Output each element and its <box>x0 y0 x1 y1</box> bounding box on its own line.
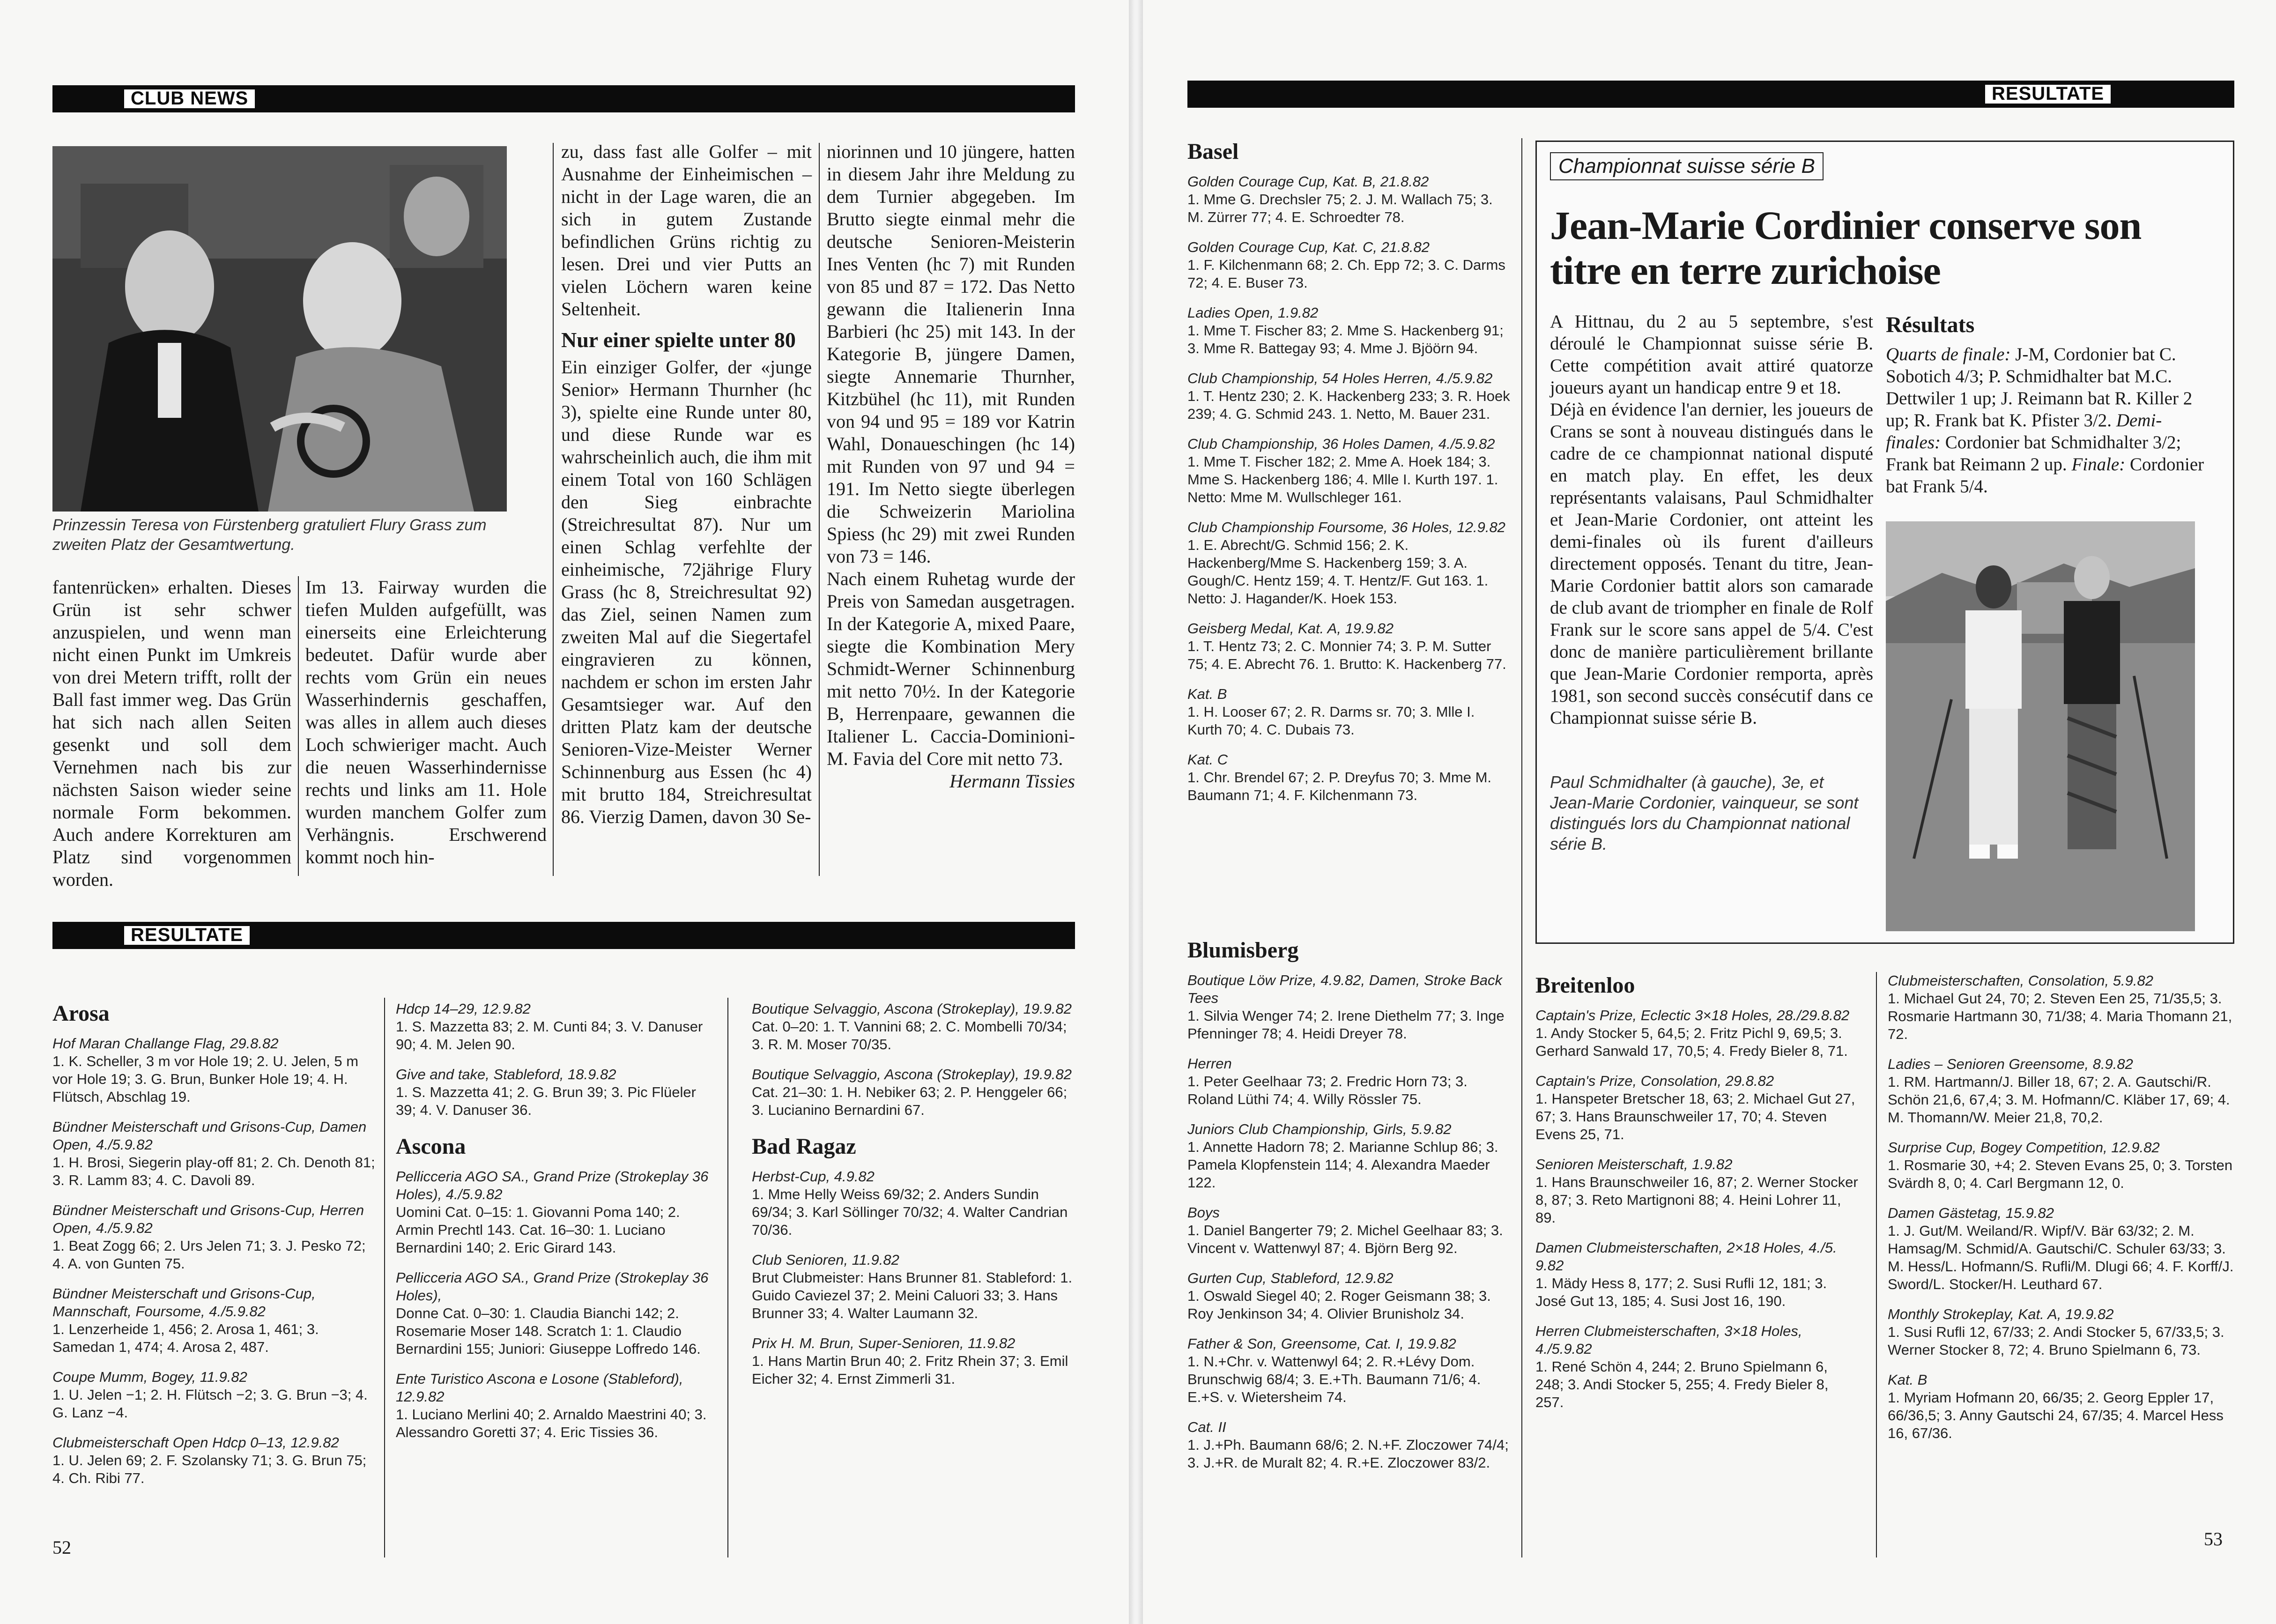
event-results: 1. F. Kilchenmann 68; 2. Ch. Epp 72; 3. C. Darms 72; 4. E. Buser 73. <box>1187 257 1505 291</box>
event-results: 1. Hans Martin Brun 40; 2. Fritz Rhein 37; 3. Emil Eicher 32; 4. Ernst Zimmerli 31. <box>752 1353 1068 1387</box>
event-name: Kat. B <box>1888 1372 1928 1388</box>
event-name: Hdcp 14–29, 12.9.82 <box>396 1001 531 1017</box>
club-news-label: CLUB NEWS <box>123 88 256 110</box>
article-paragraph: niorinnen und 10 jüngere, hatten in diesem Jahr ihre Meldung zu dem Turnier abgegeben. Im Brutto siegte einmal mehr die deutsche Senioren-Meisterin Ines Venten (hc 7) mit Runden von 85 und 87 = 172. Das Netto gewann die Italienerin Inna Barbieri (hc 25) mit 143. In der Kategorie B, jüngere Damen, siegte Annemarie Thurnher, Kitzbühel (hc 11), mit Runden von 94 und 95 = 189 vor Katrin Wahl, Donaueschingen (hc 14) mit Runden von 97 und 94 = 191. Im Netto siegte überlegen die Schweizerin Mariolina Spiess (hc 29) mit zwei Runden von 73 = 146. <box>827 141 1075 567</box>
event-name: Pellicceria AGO SA., Grand Prize (Strokeplay 36 Holes), <box>396 1269 709 1304</box>
results-col-breitenloo <box>1535 972 1859 1557</box>
column-rule <box>1876 972 1877 1557</box>
event-name: Club Championship, 36 Holes Damen, 4./5.9.82 <box>1187 436 1495 452</box>
club-heading: Blumisberg <box>1187 938 1299 963</box>
result-entry <box>1187 435 1511 506</box>
box-paragraph: Déjà en évidence l'an dernier, les joueurs de Crans se sont à nouveau distingués dans le cadre de ce championnat national disputé en match play. En effet, les deux représentants valaisans, Paul Schmidhalter et Jean-Marie Cordonier, ont atteint les demi-finales où ils furent d'ailleurs directement opposés. Tenant du titre, Jean-Marie Cordonier battit alors son camarade de club avant de triompher en finale de Rolf Frank sur le score sans appel de 5/4. C'est donc de manière particulièrement brillante que Jean-Marie Cordonier remporta, après 1981, son second succès consécutif dans ce Championnat suisse série B. <box>1550 400 1873 728</box>
club-heading: Breitenloo <box>1535 973 1635 998</box>
event-name: Herren Clubmeisterschaften, 3×18 Holes, 4./5.9.82 <box>1535 1323 1802 1357</box>
column-rule <box>384 998 385 1557</box>
quarterfinal-label: Quarts de finale: <box>1886 344 2011 364</box>
event-results: 1. Beat Zogg 66; 2. Urs Jelen 71; 3. J. Pesko 72; 4. A. von Gunten 75. <box>52 1238 366 1272</box>
event-results: 1. U. Jelen 69; 2. F. Szolansky 71; 3. G. Brun 75; 4. Ch. Ribi 77. <box>52 1452 367 1486</box>
event-results: 1. K. Scheller, 3 m vor Hole 19; 2. U. Jelen, 5 m vor Hole 19; 3. G. Brun, Bunker Hole 19; 4. H. Flütsch, Abschlag 19. <box>52 1053 359 1105</box>
club-heading: Ascona <box>396 1134 466 1159</box>
event-name: Captain's Prize, Consolation, 29.8.82 <box>1535 1073 1774 1089</box>
article-author: Hermann Tissies <box>949 771 1075 792</box>
box-results-heading: Résultats <box>1886 312 1975 337</box>
event-name: Club Championship, 54 Holes Herren, 4./5.9.82 <box>1187 370 1493 386</box>
club-heading: Basel <box>1187 139 1239 164</box>
event-name: Prix H. M. Brun, Super-Senioren, 11.9.82 <box>752 1335 1016 1351</box>
event-results: 1. Mme T. Fischer 182; 2. Mme A. Hoek 184; 3. Mme S. Hackenberg 186; 4. Mlle I. Kurth 197. 1. Netto: Mme M. Wullschleger 161. <box>1187 453 1498 505</box>
golfers-photo <box>1886 521 2195 931</box>
event-name: Golden Courage Cup, Kat. B, 21.8.82 <box>1187 173 1429 190</box>
event-name: Coupe Mumm, Bogey, 11.9.82 <box>52 1369 247 1385</box>
event-name: Clubmeisterschaft Open Hdcp 0–13, 12.9.82 <box>52 1434 339 1451</box>
event-results: 1. Susi Rufli 12, 67/33; 2. Andi Stocker 5, 67/33,5; 3. Werner Stocker 8, 72; 4. Bruno Spielmann 6, 73. <box>1888 1324 2224 1358</box>
event-results: Cat. 0–20: 1. T. Vannini 68; 2. C. Mombelli 70/34; 3. R. M. Moser 70/35. <box>752 1018 1067 1053</box>
event-name: Golden Courage Cup, Kat. C, 21.8.82 <box>1187 239 1430 255</box>
result-entry <box>1187 304 1511 357</box>
result-entry <box>1888 1204 2234 1293</box>
event-results: Brut Clubmeister: Hans Brunner 81. Stableford: 1. Guido Caviezel 37; 2. Meini Caluori 33; 3. Hans Brunner 33; 4. Walter Laumann 32. <box>752 1269 1073 1321</box>
event-results: 1. Annette Hadorn 78; 2. Marianne Schlup 86; 3. Pamela Klopfenstein 114; 4. Alexandra Maeder 122. <box>1187 1139 1498 1191</box>
results-col-3 <box>752 1000 1075 1557</box>
event-results: 1. E. Abrecht/G. Schmid 156; 2. K. Hackenberg/Mme S. Hackenberg 159; 3. A. Gough/C. Hentz 159; 4. T. Hentz/F. Gut 163. 1. Netto: J. Hagander/K. Hoek 153. <box>1187 537 1489 607</box>
event-results: 1. S. Mazzetta 83; 2. M. Cunti 84; 3. V. Danuser 90; 4. M. Jelen 90. <box>396 1018 703 1053</box>
column-rule <box>819 143 820 876</box>
column-rule <box>553 143 554 876</box>
championship-box <box>1535 141 2234 944</box>
event-name: Ente Turistico Ascona e Losone (Stableford), 12.9.82 <box>396 1371 683 1405</box>
article-paragraph: Nach einem Ruhetag wurde der Preis von Samedan ausgetragen. In der Kategorie A, mixed Paare, siegte die Kombination Mery Schmidt-Werner Schinnenburg mit netto 70½. In der Kategorie B, Herrenpaare, gewannen die Italiener L. Caccia-Dominioni-M. Favia del Core mit netto 73. <box>827 568 1075 769</box>
result-entry <box>1187 1204 1511 1257</box>
box-paragraph: A Hittnau, du 2 au 5 septembre, s'est déroulé le Championnat suisse série B. Cette compétition avait attiré quatorze joueurs ayant un handicap entre 9 et 18. <box>1550 311 1873 398</box>
event-name: Geisberg Medal, Kat. A, 19.9.82 <box>1187 620 1394 637</box>
article-col-2 <box>305 576 547 876</box>
results-col-breitenloo-cont <box>1888 972 2234 1557</box>
result-entry <box>1187 751 1511 804</box>
event-results: 1. T. Hentz 73; 2. C. Monnier 74; 3. P. M. Sutter 75; 4. E. Abrecht 76. 1. Brutto: K. Hackenberg 77. <box>1187 638 1506 672</box>
event-name: Pellicceria AGO SA., Grand Prize (Strokeplay 36 Holes), 4./5.9.82 <box>396 1168 709 1202</box>
event-name: Monthly Strokeplay, Kat. A, 19.9.82 <box>1888 1306 2114 1322</box>
event-results: 1. Michael Gut 24, 70; 2. Steven Een 25, 71/35,5; 3. Rosmarie Hartmann 30, 71/38; 4. Maria Thomann 21, 72. <box>1888 990 2232 1042</box>
result-entry <box>396 1269 719 1358</box>
event-results: 1. Luciano Merlini 40; 2. Arnaldo Maestrini 40; 3. Alessandro Goretti 37; 4. Eric Tissies 36. <box>396 1406 707 1440</box>
article-paragraph: fantenrücken» erhalten. Dieses Grün ist sehr schwer anzuspielen, und wenn man nicht einen Punkt im Umkreis von drei Metern trifft, rollt der Ball fast immer weg. Das Grün hat sich nach allen Seiten gesenkt und soll dem Vernehmen nach bis zur nächsten Saison wieder seine normale Form bekommen. Auch andere Korrekturen am Platz sind vorgenommen worden. <box>52 577 291 890</box>
result-entry <box>752 1335 1075 1388</box>
page-number: 53 <box>2204 1528 2223 1550</box>
event-results: 1. H. Brosi, Siegerin play-off 81; 2. Ch. Denoth 81; 3. R. Lamm 83; 4. C. Davoli 89. <box>52 1154 375 1188</box>
result-entry <box>52 1201 376 1273</box>
event-name: Herbst-Cup, 4.9.82 <box>752 1168 875 1185</box>
event-name: Senioren Meisterschaft, 1.9.82 <box>1535 1156 1733 1172</box>
result-entry <box>1888 1305 2234 1359</box>
article-paragraph: Ein einziger Golfer, der «junge Senior» Hermann Thurnher (hc 3), spielte eine Runde unter 80, und diese Runde war es wahrscheinlich auch, die ihm mit einem Total von 160 Schlägen den Sieg einbrachte (Streichresultat 87). Nur um einen Schlag verfehlte der einheimische, 72jährige Flury Grass (hc 8, Streichresultat 92) das Ziel, seinen Namen zum zweiten Mal auf die Siegertafel eingravieren zu können, nachdem er schon im ersten Jahr Gesamtsieger war. Auf den dritten Platz kam der deutsche Senioren-Vize-Meister Werner Schinnenburg aus Essen (hc 4) mit brutto 184, Streichresultat 86. Vierzig Damen, davon 30 Se- <box>561 356 812 827</box>
event-results: 1. Mädy Hess 8, 177; 2. Susi Rufli 12, 181; 3. José Gut 13, 185; 4. Susi Jost 16, 190. <box>1535 1275 1827 1309</box>
result-entry <box>752 1251 1075 1322</box>
event-name: Kat. B <box>1187 686 1227 702</box>
event-results: 1. Peter Geelhaar 73; 2. Fredric Horn 73; 3. Roland Lüthi 74; 4. Willy Rössler 75. <box>1187 1073 1468 1107</box>
event-name: Damen Clubmeisterschaften, 2×18 Holes, 4./5. 9.82 <box>1535 1239 1837 1274</box>
result-entry <box>1888 1371 2234 1442</box>
result-entry <box>396 1168 719 1257</box>
box-kicker: Championnat suisse série B <box>1550 152 1824 180</box>
result-entry <box>1535 1072 1859 1143</box>
event-results: 1. Silvia Wenger 74; 2. Irene Diethelm 77; 3. Inge Pfenninger 78; 4. Heidi Dreyer 78. <box>1187 1008 1505 1042</box>
event-results: 1. J. Gut/M. Weiland/R. Wipf/V. Bär 63/32; 2. M. Hamsag/M. Schmid/A. Gautschi/C. Schuler 63/33; 3. M. Hess/L. Hofmann/S. Rufli/M. Dlugi 66; 4. F. Korff/J. Sword/L. Stocker/H. Leuthard 67. <box>1888 1223 2234 1292</box>
result-entry <box>1187 519 1511 608</box>
event-results: 1. Mme Helly Weiss 69/32; 2. Anders Sundin 69/34; 3. Karl Söllinger 70/32; 4. Walter Candrian 70/36. <box>752 1186 1068 1238</box>
article-col-3 <box>561 141 812 876</box>
event-results: 1. René Schön 4, 244; 2. Bruno Spielmann 6, 248; 3. Andi Stocker 5, 255; 4. Fredy Bieler 8, 257. <box>1535 1358 1829 1410</box>
event-results: 1. S. Mazzetta 41; 2. G. Brun 39; 3. Pic Flüeler 39; 4. V. Danuser 36. <box>396 1084 696 1118</box>
event-name: Gurten Cup, Stableford, 12.9.82 <box>1187 1270 1394 1286</box>
result-entry <box>1888 972 2234 1043</box>
resultate-label: RESULTATE <box>1984 83 2112 105</box>
event-results: 1. Daniel Bangerter 79; 2. Michel Geelhaar 83; 3. Vincent v. Wattenwyl 87; 4. Björn Berg 92. <box>1187 1222 1503 1256</box>
result-entry <box>396 1000 719 1053</box>
club-news-photo <box>52 146 507 512</box>
result-entry <box>1888 1055 2234 1127</box>
book-gutter <box>1129 0 1143 1624</box>
event-results: Cat. 21–30: 1. H. Nebiker 63; 2. P. Henggeler 66; 3. Lucianino Bernardini 67. <box>752 1084 1068 1118</box>
results-col-2 <box>396 1000 719 1557</box>
event-name: Club Championship Foursome, 36 Holes, 12.9.82 <box>1187 519 1505 535</box>
event-results: 1. T. Hentz 230; 2. K. Hackenberg 233; 3. R. Hoek 239; 4. G. Schmid 243. 1. Netto, M. Bauer 231. <box>1187 388 1510 422</box>
result-entry <box>1187 1269 1511 1323</box>
event-results: 1. Mme G. Drechsler 75; 2. J. M. Wallach 75; 3. M. Zürrer 77; 4. E. Schroedter 78. <box>1187 191 1493 225</box>
result-entry <box>752 1066 1075 1119</box>
result-entry <box>1187 238 1511 292</box>
result-entry <box>1187 971 1511 1043</box>
result-entry <box>52 1035 376 1106</box>
event-results: 1. Mme T. Fischer 83; 2. Mme S. Hackenberg 91; 3. Mme R. Battegay 93; 4. Mme J. Bjöörn 94. <box>1187 322 1504 356</box>
article-subheading: Nur einer spielte unter 80 <box>561 328 796 352</box>
result-entry <box>1535 1239 1859 1310</box>
page-number: 52 <box>52 1537 71 1558</box>
event-name: Boys <box>1187 1204 1220 1221</box>
event-results: 1. Hanspeter Bretscher 18, 63; 2. Michael Gut 27, 67; 3. Hans Braunschweiler 17, 70; 4. Steven Evens 25, 71. <box>1535 1090 1855 1142</box>
photo-caption: Prinzessin Teresa von Fürstenberg gratuliert Flury Grass zum zweiten Platz der Gesamtwertung. <box>52 516 487 554</box>
event-name: Bündner Meisterschaft und Grisons-Cup, Damen Open, 4./5.9.82 <box>52 1119 367 1153</box>
article-col-1 <box>52 576 291 890</box>
event-name: Boutique Selvaggio, Ascona (Strokeplay), 19.9.82 <box>752 1066 1072 1083</box>
box-results-text <box>1886 343 2214 497</box>
event-results: Uomini Cat. 0–15: 1. Giovanni Poma 140; 2. Armin Prechtl 143. Cat. 16–30: 1. Luciano Bernardini 140; 2. Eric Girard 143. <box>396 1204 680 1256</box>
event-name: Ladies – Senioren Greensome, 8.9.82 <box>1888 1056 2133 1072</box>
event-name: Damen Gästetag, 15.9.82 <box>1888 1205 2054 1221</box>
resultate-label: RESULTATE <box>123 925 251 946</box>
event-name: Boutique Löw Prize, 4.9.82, Damen, Stroke Back Tees <box>1187 972 1503 1006</box>
column-rule <box>1521 138 1522 1557</box>
event-results: 1. RM. Hartmann/J. Biller 18, 67; 2. A. Gautschi/R. Schön 21,6, 67,4; 3. M. Hofmann/C. Kläber 17, 69; 4. M. Thomann/W. Meier 21,8, 70,2. <box>1888 1074 2230 1126</box>
event-results: Donne Cat. 0–30: 1. Claudia Bianchi 142; 2. Rosemarie Moser 148. Scratch 1: 1. Claudio Bernardini 155; Juniori: Giuseppe Loffredo 146. <box>396 1305 701 1357</box>
result-entry <box>1187 1055 1511 1108</box>
results-col-blumisberg <box>1187 937 1511 1555</box>
event-name: Ladies Open, 1.9.82 <box>1187 304 1319 321</box>
results-col-1 <box>52 1000 376 1557</box>
left-page <box>0 0 1129 1624</box>
box-results <box>1886 311 2214 497</box>
result-entry <box>1535 1156 1859 1227</box>
golfers-photo-caption: Paul Schmidhalter (à gauche), 3e, et Jean-Marie Cordonier, vainqueur, se sont distingués lors du Championnat national série B. <box>1550 772 1859 853</box>
final-label: Finale: <box>2071 454 2126 475</box>
final-text: Cordonier bat Frank 5/4. <box>1886 454 2204 497</box>
event-name: Bündner Meisterschaft und Grisons-Cup, Herren Open, 4./5.9.82 <box>52 1202 364 1236</box>
right-page <box>1143 0 2276 1624</box>
event-results: 1. Andy Stocker 5, 64,5; 2. Fritz Pichl 9, 69,5; 3. Gerhard Sanwald 17, 70,5; 4. Fredy Bieler 8, 71. <box>1535 1025 1848 1059</box>
result-entry <box>1187 685 1511 739</box>
event-results: 1. Rosmarie 30, +4; 2. Steven Evans 25, 0; 3. Torsten Svärdh 8, 0; 4. Carl Bergmann 12, 0. <box>1888 1157 2233 1191</box>
result-entry <box>1187 370 1511 423</box>
event-results: 1. J.+Ph. Baumann 68/6; 2. N.+F. Zloczower 74/4; 3. J.+R. de Muralt 82; 4. R.+E. Zloczower 83/2. <box>1187 1437 1509 1471</box>
result-entry <box>752 1168 1075 1239</box>
box-body <box>1550 311 1873 729</box>
result-entry <box>396 1066 719 1119</box>
event-results: 1. Chr. Brendel 67; 2. P. Dreyfus 70; 3. Mme M. Baumann 71; 4. F. Kilchenmann 73. <box>1187 769 1492 803</box>
event-results: 1. U. Jelen −1; 2. H. Flütsch −2; 3. G. Brun −3; 4. G. Lanz −4. <box>52 1387 368 1421</box>
result-entry <box>1187 173 1511 226</box>
event-name: Captain's Prize, Eclectic 3×18 Holes, 28./29.8.82 <box>1535 1007 1850 1023</box>
column-rule <box>298 576 299 876</box>
club-heading: Arosa <box>52 1001 110 1026</box>
column-rule <box>727 998 728 1557</box>
club-heading: Bad Ragaz <box>752 1134 856 1159</box>
event-results: 1. Hans Braunschweiler 16, 87; 2. Werner Stocker 8, 87; 3. Reto Martignoni 88; 4. Heini Lohrer 11, 89. <box>1535 1174 1858 1226</box>
result-entry <box>752 1000 1075 1053</box>
semifinal-label: Demi-finales: <box>1886 410 2162 452</box>
result-entry <box>396 1370 719 1441</box>
event-results: 1. Myriam Hofmann 20, 66/35; 2. Georg Eppler 17, 66/36,5; 3. Anny Gautschi 24, 67/35; 4. Marcel Hess 16, 67/36. <box>1888 1389 2224 1441</box>
event-name: Herren <box>1187 1055 1232 1072</box>
event-name: Cat. II <box>1187 1419 1226 1435</box>
result-entry <box>1187 1335 1511 1406</box>
event-name: Boutique Selvaggio, Ascona (Strokeplay), 19.9.82 <box>752 1001 1072 1017</box>
results-col-basel <box>1187 138 1511 883</box>
result-entry <box>1187 620 1511 673</box>
article-paragraph: Im 13. Fairway wurden die tiefen Mulden aufgefüllt, was einerseits eine Erleichterung bedeutet. Dafür wurde aber rechts vom Grün ein neues Wasserhindernis geschaffen, was alles in allem auch dieses Loch schwieriger macht. Auch die neuen Wasserhindernisse rechts und links am 11. Hole wurden manchem Golfer zum Verhängnis. Erschwerend kommt noch hin- <box>305 577 547 868</box>
semifinal-text: Cordonier bat Schmidhalter 3/2; Frank bat Reimann 2 up. <box>1886 432 2181 475</box>
event-name: Clubmeisterschaften, Consolation, 5.9.82 <box>1888 972 2153 989</box>
result-entry <box>1888 1139 2234 1192</box>
event-name: Bündner Meisterschaft und Grisons-Cup, Mannschaft, Foursome, 4./5.9.82 <box>52 1285 316 1320</box>
event-name: Give and take, Stableford, 18.9.82 <box>396 1066 616 1083</box>
box-headline: Jean-Marie Cordinier conserve son titre en terre zurichoise <box>1550 203 2142 293</box>
event-name: Surprise Cup, Bogey Competition, 12.9.82 <box>1888 1139 2160 1156</box>
event-name: Kat. C <box>1187 751 1228 768</box>
event-name: Juniors Club Championship, Girls, 5.9.82 <box>1187 1121 1452 1137</box>
result-entry <box>1535 1007 1859 1060</box>
event-results: 1. H. Looser 67; 2. R. Darms sr. 70; 3. Mlle I. Kurth 70; 4. C. Dubais 73. <box>1187 704 1475 738</box>
result-entry <box>52 1368 376 1422</box>
result-entry <box>52 1285 376 1356</box>
event-results: 1. N.+Chr. v. Wattenwyl 64; 2. R.+Lévy Dom. Brunschwig 68/4; 3. E.+Th. Baumann 71/6; 4. E.+S. v. Wietersheim 74. <box>1187 1353 1481 1405</box>
result-entry <box>1187 1418 1511 1472</box>
result-entry <box>52 1118 376 1189</box>
event-results: 1. Lenzerheide 1, 456; 2. Arosa 1, 461; 3. Samedan 1, 474; 4. Arosa 2, 487. <box>52 1321 319 1355</box>
event-results: 1. Oswald Siegel 40; 2. Roger Geismann 38; 3. Roy Jenkinson 34; 4. Olivier Brunisholz 34. <box>1187 1288 1491 1322</box>
event-name: Father & Son, Greensome, Cat. I, 19.9.82 <box>1187 1335 1456 1352</box>
article-col-4 <box>827 141 1075 876</box>
result-entry <box>1535 1322 1859 1411</box>
event-name: Club Senioren, 11.9.82 <box>752 1252 899 1268</box>
result-entry <box>52 1434 376 1487</box>
event-name: Hof Maran Challange Flag, 29.8.82 <box>52 1035 279 1052</box>
result-entry <box>1187 1120 1511 1192</box>
article-paragraph: zu, dass fast alle Golfer – mit Ausnahme der Einheimischen – nicht in der Lage waren, die an sich in gutem Zustande befindlichen Grüns richtig zu lesen. Drei und vier Putts an vielen Löchern waren keine Seltenheit. <box>561 141 812 319</box>
quarterfinal-text: J-M, Cordonier bat C. Sobotich 4/3; P. Schmidhalter bat M.C. Dettwiler 1 up; J. Reimann bat R. Killer 2 up; R. Frank bat K. Pfister 3/2. <box>1886 344 2193 430</box>
